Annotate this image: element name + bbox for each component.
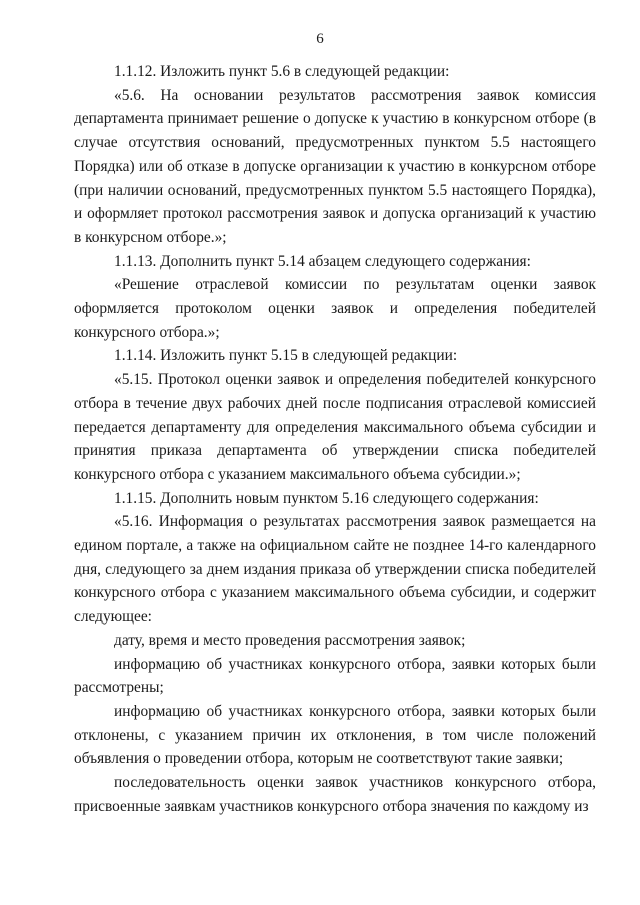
paragraph-1-1-15: 1.1.15. Дополнить новым пунктом 5.16 следующего содержания:: [114, 489, 539, 507]
list-item-rejected-participants: информацию об участниках конкурсного отбора, заявки которых были отклонены, с указанием причин их отклонения, в том числе положений объявления о проведении отбора, которым не соответствуют такие заявки;: [74, 702, 596, 768]
paragraph-1-1-13: 1.1.13. Дополнить пункт 5.14 абзацем следующего содержания:: [114, 252, 531, 270]
page-number: 6: [316, 31, 324, 47]
document-body: [74, 60, 596, 819]
paragraph-5-16-text: «5.16. Информация о результатах рассмотрения заявок размещается на едином портале, а также на официальном сайте не позднее 14-го календарного дня, следующего за днем издания приказа об утверждении списка победителей конкурсного отбора с указанием максимального объема субсидии, и содержит следующее:: [74, 513, 596, 626]
list-item-reviewed-participants: информацию об участниках конкурсного отбора, заявки которых были рассмотрены;: [74, 655, 596, 697]
list-item-evaluation-order: последовательность оценки заявок участников конкурсного отбора, присвоенные заявкам участников конкурсного отбора значения по каждому из: [74, 774, 596, 815]
list-item-date-time-place: дату, время и место проведения рассмотрения заявок;: [114, 631, 466, 649]
paragraph-1-1-14: 1.1.14. Изложить пункт 5.15 в следующей редакции:: [114, 347, 458, 365]
paragraph-5-6-text: «5.6. На основании результатов рассмотрения заявок комиссия департамента принимает решение о допуске к участию в конкурсном отборе (в случае отсутствия оснований, предусмотренных пунктом 5.5 настоящего Порядка) или об отказе в допуске организации к участию в конкурсном отборе (при наличии оснований, предусмотренных пунктом 5.5 настоящего Порядка), и оформляет протокол рассмотрения заявок и допуска организаций к участию в конкурсном отборе.»;: [74, 86, 596, 246]
paragraph-5-15-text: «5.15. Протокол оценки заявок и определения победителей конкурсного отбора в течение двух рабочих дней после подписания отраслевой комиссией передается департаменту для определения максимального объема субсидии и принятия приказа департамента об утверждении списка победителей конкурсного отбора с указанием максимального объема субсидии.»;: [74, 371, 596, 483]
paragraph-1-1-12: 1.1.12. Изложить пункт 5.6 в следующей редакции:: [114, 63, 450, 80]
paragraph-5-14-text: «Решение отраслевой комиссии по результатам оценки заявок оформляется протоколом оценки заявок и определения победителей конкурсного отбора.»;: [74, 276, 596, 341]
